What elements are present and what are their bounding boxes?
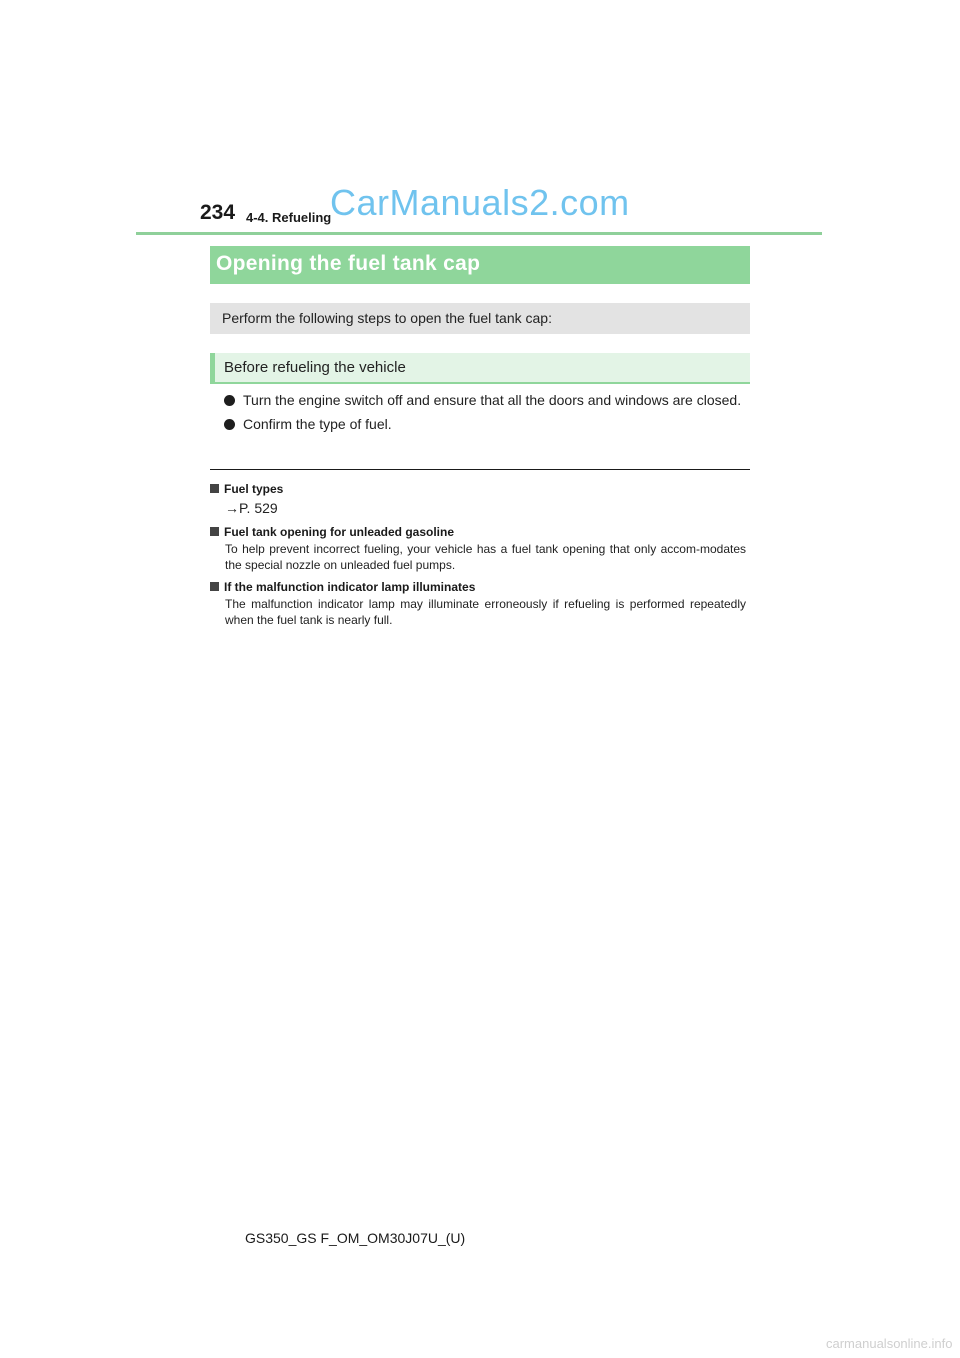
- note-body: The malfunction indicator lamp may illuminate erroneously if refueling is performed repeatedly when the fuel tank is nearly full.: [225, 597, 746, 627]
- bullet-list: [224, 389, 746, 437]
- intro-box: [210, 303, 750, 334]
- note: [210, 523, 746, 573]
- header-rule: [136, 232, 822, 235]
- square-bullet-icon: [210, 582, 219, 591]
- note: [210, 480, 746, 518]
- bullet-dot-icon: [224, 419, 235, 430]
- note-heading: [210, 578, 746, 596]
- notes-rule: [210, 469, 750, 470]
- watermark-logo: CarManuals2.com: [330, 182, 630, 223]
- bullet-dot-icon: [224, 395, 235, 406]
- subsection-accent: [210, 353, 215, 382]
- page-reference-link[interactable]: →P. 529: [225, 500, 278, 516]
- note: [210, 578, 746, 628]
- square-bullet-icon: [210, 527, 219, 536]
- bullet-text: Confirm the type of fuel.: [243, 416, 392, 432]
- notes-section: [210, 480, 746, 633]
- list-item: [224, 413, 746, 435]
- note-title: Fuel types: [224, 482, 284, 496]
- note-title: If the malfunction indicator lamp illuminates: [224, 580, 476, 594]
- note-heading: [210, 480, 746, 498]
- square-bullet-icon: [210, 484, 219, 493]
- list-item: [224, 389, 746, 411]
- bottom-brand: carmanualsonline.info: [826, 1336, 953, 1351]
- note-body: To help prevent incorrect fueling, your vehicle has a fuel tank opening that only accom-modates the special nozzle on unleaded fuel pumps.: [225, 542, 746, 572]
- title-bar: [210, 246, 750, 284]
- page-title: Opening the fuel tank cap: [216, 252, 481, 275]
- page-number: 234: [200, 201, 236, 224]
- bullet-text: Turn the engine switch off and ensure that all the doors and windows are closed.: [243, 392, 742, 408]
- note-title: Fuel tank opening for unleaded gasoline: [224, 525, 455, 539]
- section-label: 4-4. Refueling: [246, 210, 332, 225]
- subsection-heading: [210, 353, 750, 384]
- note-heading: [210, 523, 746, 541]
- intro-text: Perform the following steps to open the fuel tank cap:: [222, 310, 552, 326]
- subsection-title: Before refueling the vehicle: [224, 359, 406, 376]
- footer-code: GS350_GS F_OM_OM30J07U_(U): [245, 1230, 466, 1246]
